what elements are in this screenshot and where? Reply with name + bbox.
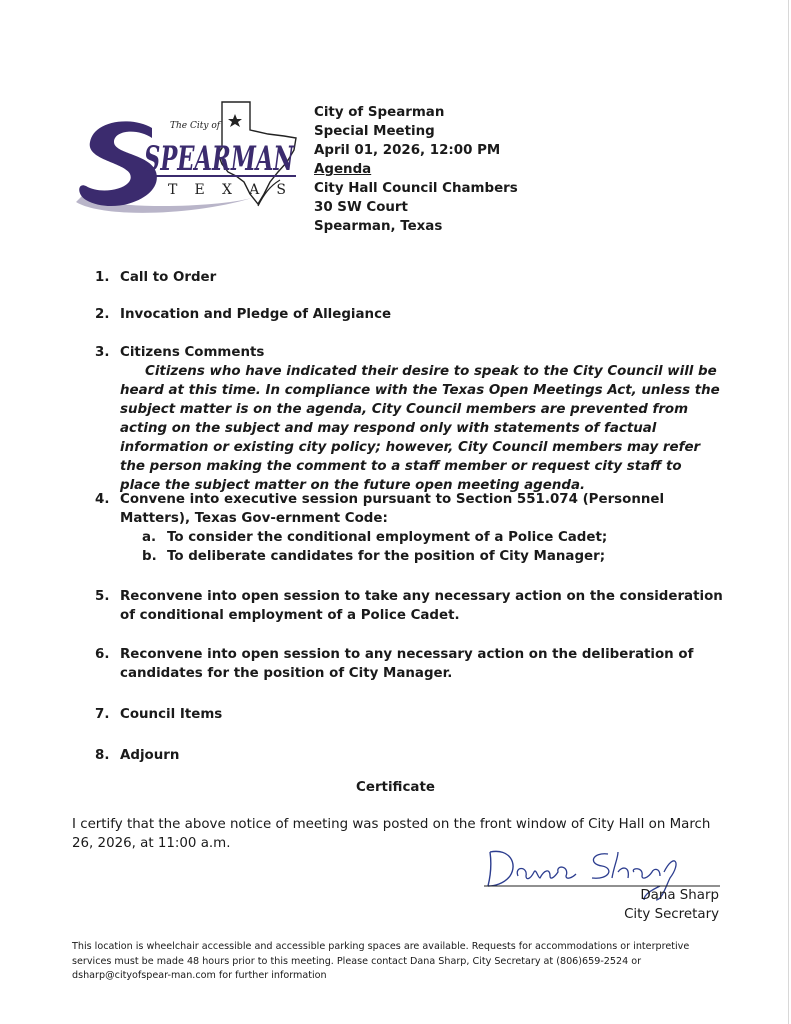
logo-state: T E X A S: [168, 182, 286, 198]
item-number: 8.: [95, 748, 110, 763]
item-text: Call to Order: [120, 270, 217, 285]
sub-item-text: To deliberate candidates for the position of City Manager;: [167, 549, 606, 564]
item-number: 3.: [95, 345, 110, 360]
star-icon: [228, 114, 242, 127]
certificate-title: Certificate: [356, 780, 435, 795]
item-number: 1.: [95, 270, 110, 285]
item-number: 4.: [95, 492, 110, 507]
page-edge: [788, 0, 789, 1024]
meeting-header: [314, 103, 518, 236]
item-text: Citizens Comments: [120, 345, 265, 360]
sub-item: [120, 547, 725, 566]
item-text: Reconvene into open session to take any necessary action on the consideration of conditional employment of a Police Cadet.: [120, 589, 723, 623]
logo-small-text: The City of: [170, 121, 221, 131]
sub-item-label: b.: [142, 549, 157, 564]
certificate-text: I certify that the above notice of meeting was posted on the front window of City Hall on March 26, 2026, at 11:00 a.m.: [72, 817, 711, 851]
header-datetime: April 01, 2026, 12:00 PM: [314, 143, 501, 158]
header-meeting-type: Special Meeting: [314, 124, 435, 139]
item-text: Reconvene into open session to any necessary action on the deliberation of candidates for the position of City Manager.: [120, 647, 694, 681]
signer-title: City Secretary: [624, 907, 719, 922]
signer-name: Dana Sharp: [640, 888, 719, 903]
city-of-spearman-logo: [72, 98, 302, 218]
item-number: 5.: [95, 589, 110, 604]
item-text: Invocation and Pledge of Allegiance: [120, 307, 392, 322]
signature-block: [624, 886, 719, 924]
sub-item: [120, 528, 725, 547]
header-city: City of Spearman: [314, 105, 445, 120]
sub-item-text: To consider the conditional employment of a Police Cadet;: [167, 530, 608, 545]
item-number: 6.: [95, 647, 110, 662]
item-number: 2.: [95, 307, 110, 322]
logo-name: SPEARMAN: [144, 139, 296, 179]
header-address: 30 SW Court: [314, 200, 408, 215]
accessibility-notice: This location is wheelchair accessible and accessible parking spaces are available. Requests for accommodations or interpretive services must be made 48 hours prior to this meeting. Please contact Dana Sharp, City Secretary at (806)659-2524 or dsharp@cityofspear-man.com for further information: [72, 941, 690, 981]
item-text: Council Items: [120, 707, 223, 722]
header-city-state: Spearman, Texas: [314, 219, 443, 234]
citizens-comments-description: Citizens who have indicated their desire to speak to the City Council will be heard at this time. In compliance with the Texas Open Meetings Act, unless the subject matter is on the agenda, City Council members are prevented from acting on the subject and may respond only with statements of factual information or existing city policy; however, City Council members may refer the person making the comment to a staff member or request city staff to place the subject matter on the future open meeting agenda.: [120, 364, 720, 493]
header-agenda: Agenda: [314, 162, 372, 177]
item-text: Adjourn: [120, 748, 180, 763]
sub-item-label: a.: [142, 530, 157, 545]
item-number: 7.: [95, 707, 110, 722]
header-location: City Hall Council Chambers: [314, 181, 518, 196]
item-text: Convene into executive session pursuant to Section 551.074 (Personnel Matters), Texas Gov-ernment Code:: [120, 492, 665, 526]
